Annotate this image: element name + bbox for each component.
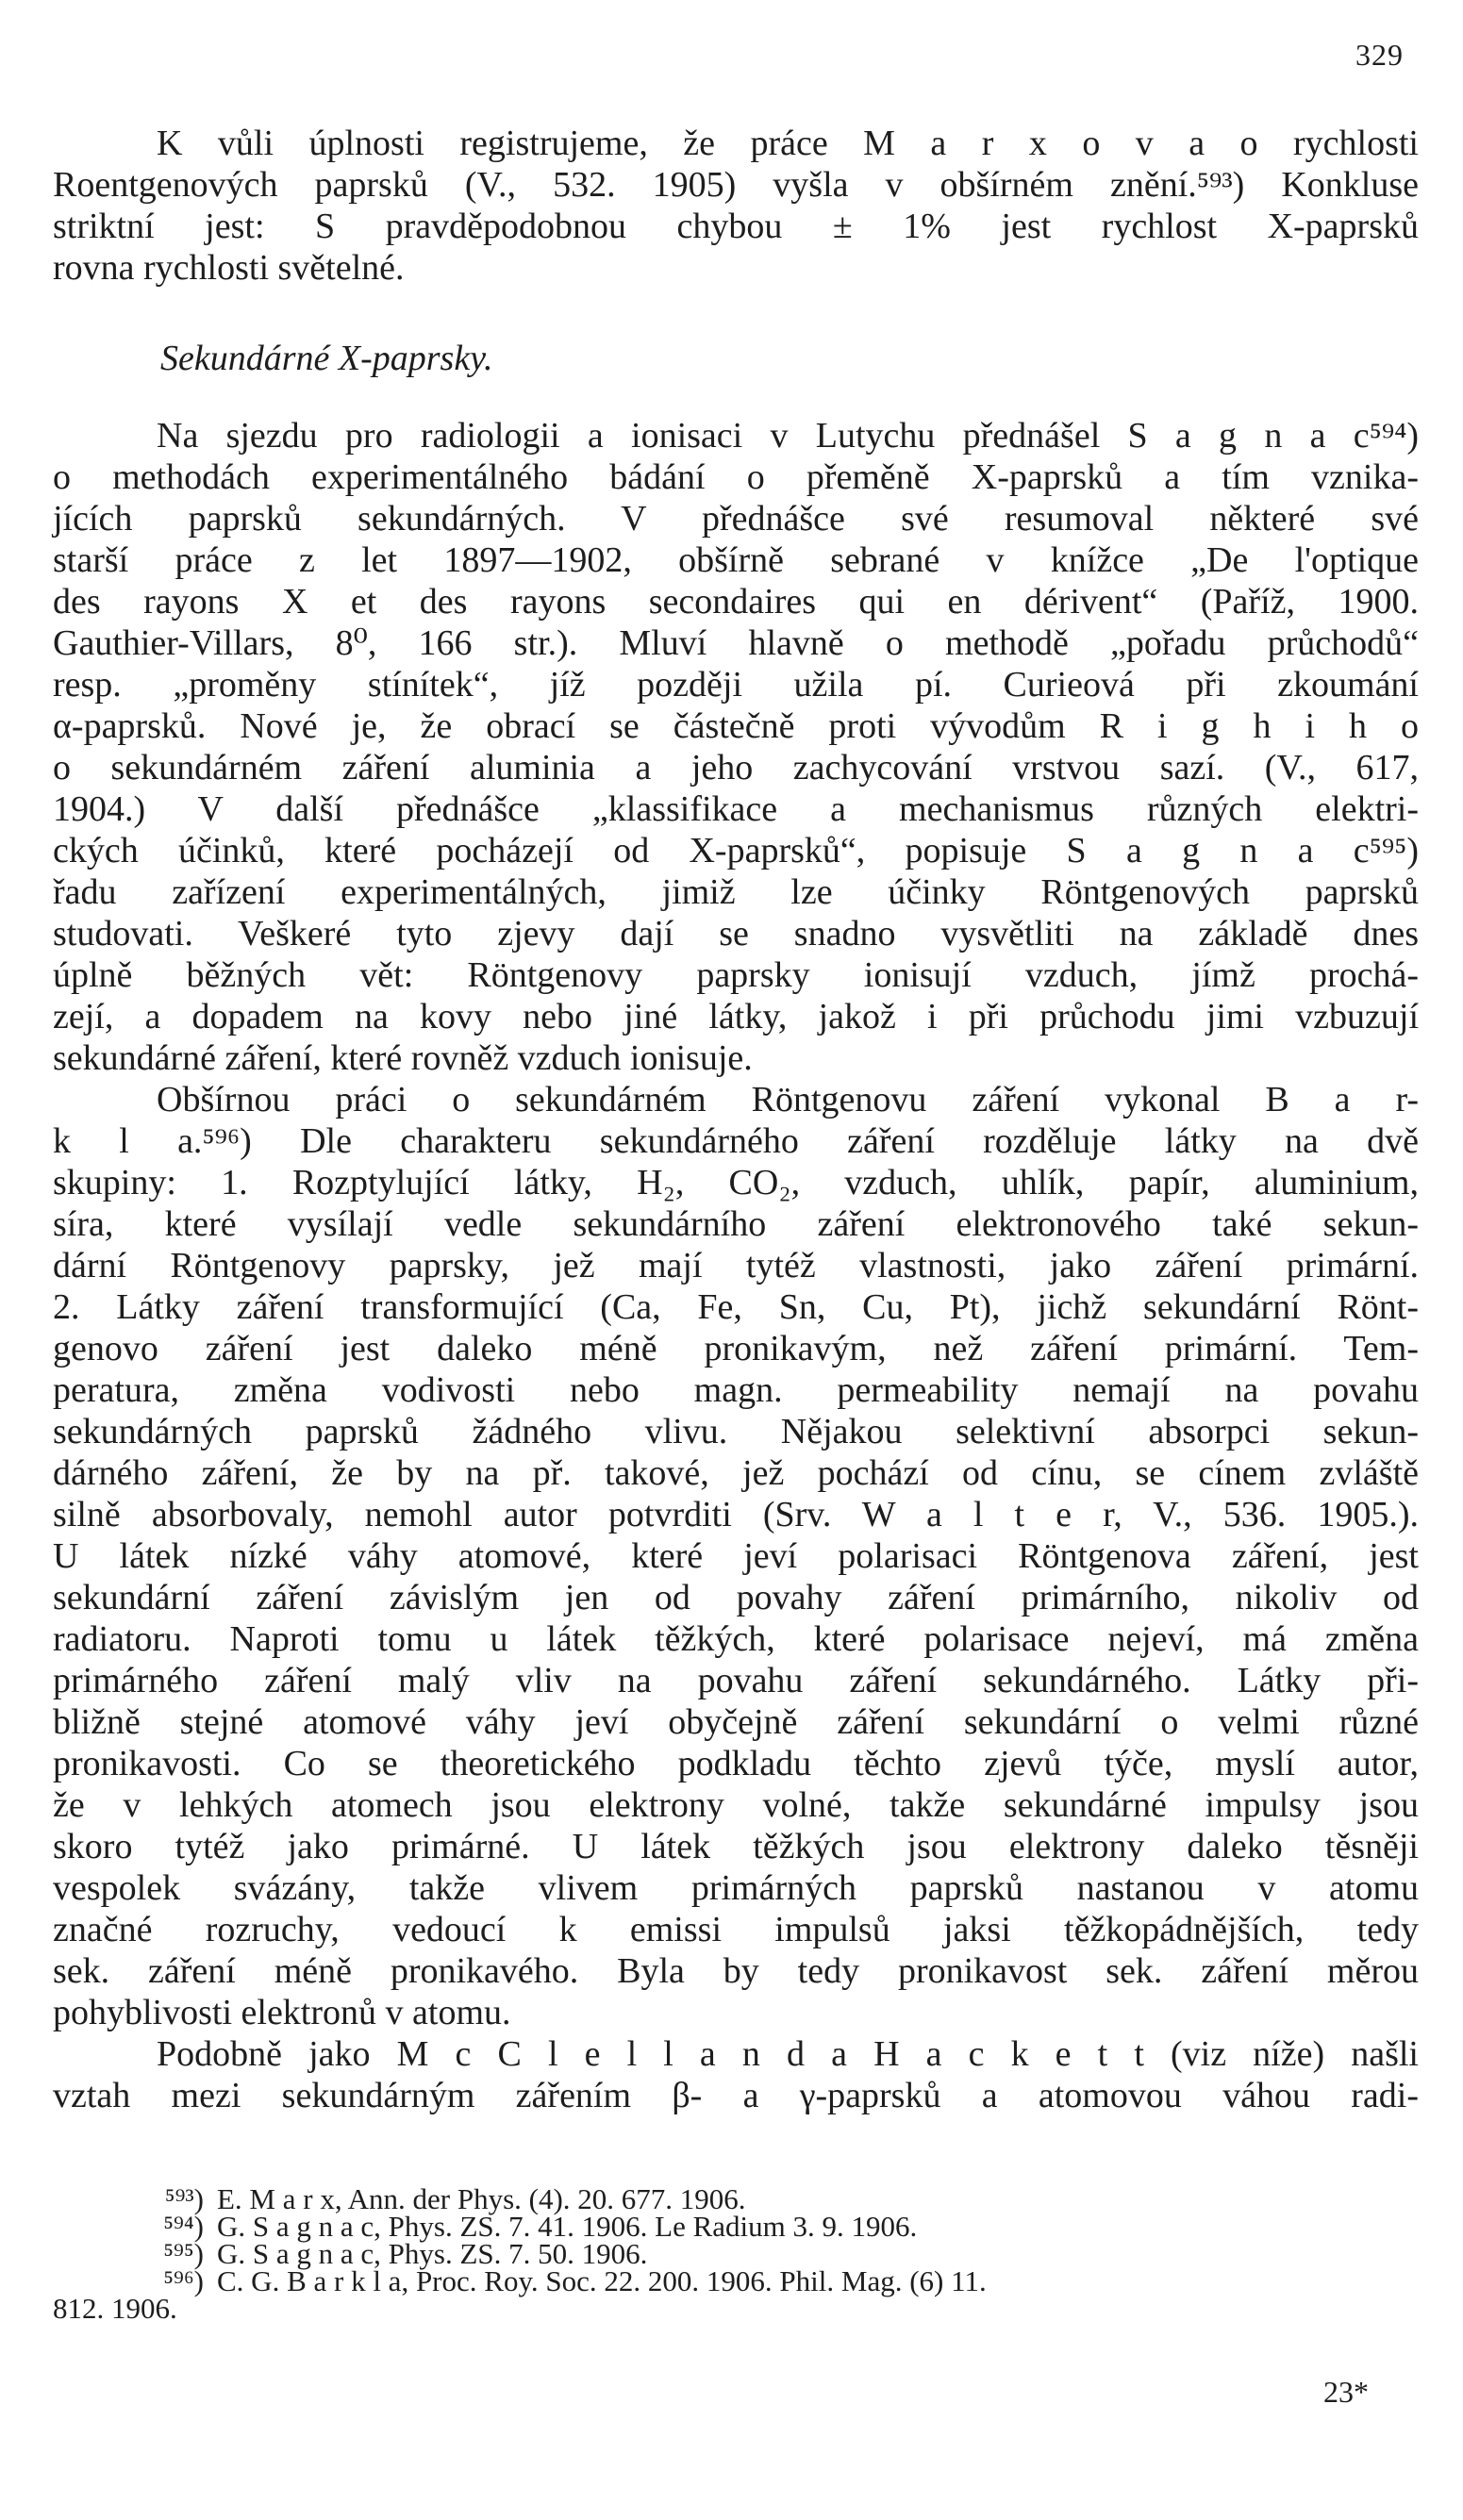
text-line: jících paprsků sekundárných. V přednášce své resumoval některé své [53, 499, 1419, 539]
text-line: Roentgenových paprsků (V., 532. 1905) vyšla v obšírném znění.⁵⁹³) Konkluse [53, 165, 1419, 205]
text-line: radiatoru. Naproti tomu u látek těžkých, které polarisace nejeví, má změna [53, 1619, 1419, 1659]
paragraph-4 [53, 2033, 1419, 2116]
text-line: U látek nízké váhy atomové, které jeví polarisaci Röntgenova záření, jest [53, 1536, 1419, 1576]
footnote-continuation [53, 2292, 1419, 2325]
text-line: sek. záření méně pronikavého. Byla by tedy pronikavost sek. záření měrou [53, 1951, 1419, 1991]
text-line: pronikavosti. Co se theoretického podkladu těchto zjevů týče, myslí autor, [53, 1744, 1419, 1783]
footnote [53, 2182, 1419, 2215]
text-line: dární Röntgenovy paprsky, jež mají tytéž vlastnosti, jako záření primární. [53, 1246, 1419, 1285]
text-line: o sekundárném záření aluminia a jeho zachycování vrstvou sazí. (V., 617, [53, 748, 1419, 788]
main-text [53, 123, 1419, 289]
footnote [53, 2210, 1419, 2243]
text-line: rovna rychlosti světelné. [53, 248, 405, 288]
footnote-label: ⁵⁹³) [164, 2182, 204, 2215]
text-line: řadu zařízení experimentálných, jimiž lze účinky Röntgenových paprsků [53, 872, 1419, 912]
paragraph-3 [53, 1079, 1419, 2033]
text-line: Na sjezdu pro radiologii a ionisaci v Lutychu přednášel S a g n a c⁵⁹⁴) [157, 416, 1419, 456]
footnote [53, 2264, 1419, 2297]
text-line: síra, které vysílají vedle sekundárního záření elektronového také sekun- [53, 1204, 1419, 1244]
text-line: genovo záření jest daleko méně pronikavým, než záření primární. Tem- [53, 1329, 1419, 1368]
main-text-continued [53, 415, 1419, 2116]
footnote-label: ⁵⁹⁴) [163, 2210, 204, 2243]
text-line: peratura, změna vodivosti nebo magn. permeability nemají na povahu [53, 1370, 1419, 1410]
text-line: resp. „proměny stínítek“, jíž později užila pí. Curieová při zkoumání [53, 665, 1419, 705]
text-line: studovati. Veškeré tyto zjevy dají se snadno vysvětliti na základě dnes [53, 914, 1419, 953]
text-line: úplně běžných vět: Röntgenovy paprsky ionisují vzduch, jímž prochá- [53, 955, 1419, 995]
text-line: že v lehkých atomech jsou elektrony volné, takže sekundárné impulsy jsou [53, 1785, 1419, 1825]
text-line: vespolek svázány, takže vlivem primárných paprsků nastanou v atomu [53, 1868, 1419, 1908]
footnote-label: ⁵⁹⁵) [163, 2237, 204, 2270]
signature-mark: 23* [1323, 2375, 1369, 2409]
text-line: značné rozruchy, vedoucí k emissi impulsů jaksi těžkopádnějších, tedy [53, 1910, 1419, 1949]
text-line: des rayons X et des rayons secondaires qui en dérivent“ (Paříž, 1900. [53, 582, 1419, 622]
text-line: Gauthier-Villars, 8⁰, 166 str.). Mluví hlavně o methodě „pořadu průchodů“ [53, 623, 1419, 663]
text-line: ckých účinků, které pocházejí od X-paprsků“, popisuje S a g n a c⁵⁹⁵) [53, 831, 1419, 870]
text-line: α-paprsků. Nové je, že obrací se částečně proti vývodům R i g h i h o [53, 706, 1419, 746]
text-line: silně absorbovaly, nemohl autor potvrditi (Srv. W a l t e r, V., 536. 1905.). [53, 1495, 1419, 1534]
paragraph-2 [53, 415, 1419, 1079]
footnote-text: E. M a r x, Ann. der Phys. (4). 20. 677. 1906. [217, 2182, 746, 2215]
footnote-text: G. S a g n a c, Phys. ZS. 7. 41. 1906. Le Radium 3. 9. 1906. [217, 2210, 918, 2243]
paragraph-1 [53, 123, 1419, 289]
section-heading: Sekundárné X-paprsky. [160, 339, 493, 378]
text-line: starší práce z let 1897—1902, obšírně sebrané v knížce „De l'optique [53, 540, 1419, 580]
text-line: sekundárných paprsků žádného vlivu. Nějakou selektivní absorpci sekun- [53, 1412, 1419, 1451]
text-line: skupiny: 1. Rozptylující látky, H₂, CO₂, vzduch, uhlík, papír, aluminium, [53, 1163, 1419, 1202]
text-line: zejí, a dopadem na kovy nebo jiné látky, jakož i při průchodu jimi vzbuzují [53, 997, 1419, 1036]
text-line: striktní jest: S pravděpodobnou chybou ± 1% jest rychlost X-paprsků [53, 207, 1419, 246]
page-number: 329 [1355, 38, 1404, 72]
text-line: 2. Látky záření transformující (Ca, Fe, Sn, Cu, Pt), jichž sekundární Rönt- [53, 1287, 1419, 1327]
text-line: bližně stejné atomové váhy jeví obyčejně záření sekundární o velmi různé [53, 1702, 1419, 1742]
text-line: sekundární záření závislým jen od povahy záření primárního, nikoliv od [53, 1578, 1419, 1617]
text-line: Obšírnou práci o sekundárném Röntgenovu záření vykonal B a r- [157, 1080, 1419, 1119]
text-line: primárného záření malý vliv na povahu záření sekundárného. Látky při- [53, 1661, 1419, 1700]
footnote [53, 2237, 1419, 2270]
text-line: pohyblivosti elektronů v atomu. [53, 1993, 511, 2032]
text-line: skoro tytéž jako primárné. U látek těžkých jsou elektrony daleko těsněji [53, 1827, 1419, 1866]
text-line: vztah mezi sekundárným zářením β- a γ-paprsků a atomovou váhou radi- [53, 2076, 1419, 2115]
text-line: dárného záření, že by na př. takové, jež pochází od cínu, se cínem zvláště [53, 1453, 1419, 1493]
footnote-text: 812. 1906. [53, 2292, 177, 2325]
footnote-text: G. S a g n a c, Phys. ZS. 7. 50. 1906. [217, 2237, 648, 2270]
text-line: k l a.⁵⁹⁶) Dle charakteru sekundárného záření rozděluje látky na dvě [53, 1121, 1419, 1161]
text-line: 1904.) V další přednášce „klassifikace a mechanismus různých elektri- [53, 789, 1419, 829]
text-line: Podobně jako M c C l e l l a n d a H a c k e t t (viz níže) našli [157, 2034, 1419, 2074]
footnote-label: ⁵⁹⁶) [163, 2264, 204, 2297]
text-line: K vůli úplnosti registrujeme, že práce M a r x o v a o rychlosti [157, 124, 1419, 163]
text-line: sekundárné záření, které rovněž vzduch ionisuje. [53, 1038, 753, 1078]
footnote-text: C. G. B a r k l a, Proc. Roy. Soc. 22. 200. 1906. Phil. Mag. (6) 11. [217, 2264, 987, 2297]
footnotes [53, 2182, 1419, 2325]
text-line: o methodách experimentálného bádání o přeměně X-paprsků a tím vznika- [53, 457, 1419, 497]
